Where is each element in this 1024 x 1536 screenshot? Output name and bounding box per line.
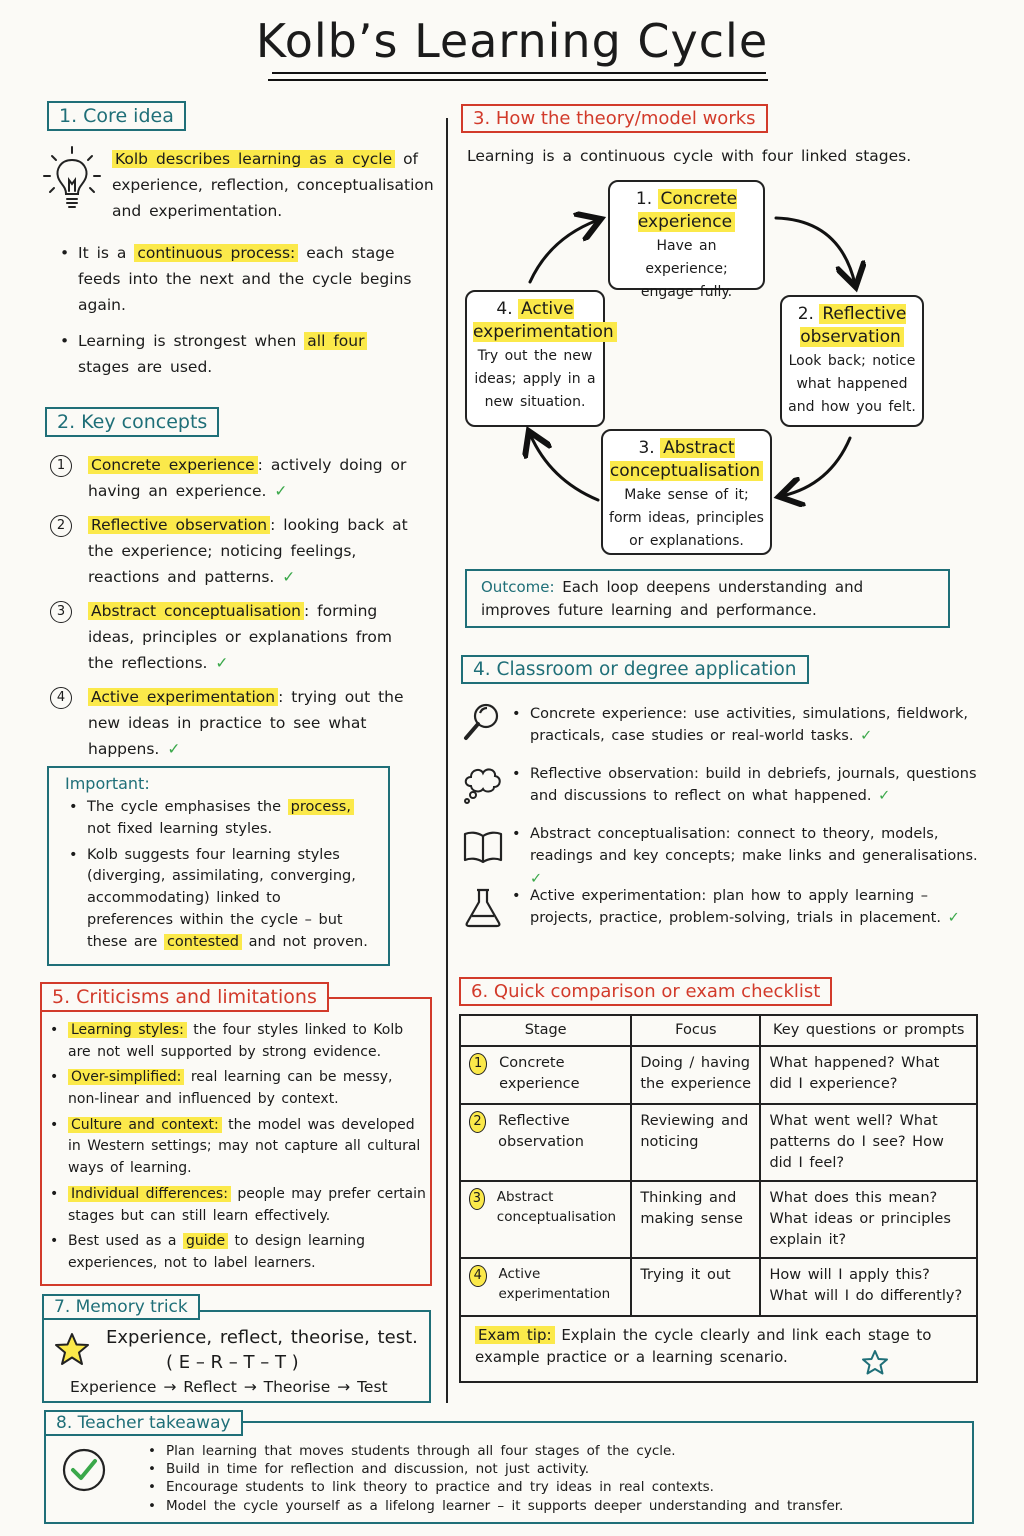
section-8-header: 8. Teacher takeaway bbox=[44, 1410, 243, 1436]
core-idea-highlight: Kolb describes learning as a cycle bbox=[112, 150, 395, 168]
application-item-1: • Concrete experience: use activities, simulations, fieldwork, practicals, case studies or real-world tasks. ✓ bbox=[508, 703, 988, 748]
exam-tip-text: Explain the cycle clearly and link each stage to example practice or a learning scenario. bbox=[475, 1326, 932, 1366]
core-idea-bullets bbox=[56, 240, 426, 380]
check-icon: ✓ bbox=[530, 870, 543, 887]
stage-number-badge: 1 bbox=[469, 1053, 487, 1075]
important-bullet-1: • The cycle emphasises the process, not fixed learning styles. bbox=[65, 797, 372, 841]
criticism-2: • Over-simplified: real learning can be messy, non-linear and influenced by context. bbox=[46, 1067, 426, 1110]
lightbulb-icon bbox=[42, 144, 102, 214]
exam-tip-label: Exam tip: bbox=[475, 1326, 555, 1344]
section-4-header: 4. Classroom or degree application bbox=[461, 655, 809, 684]
outcome-label: Outcome: bbox=[481, 578, 555, 596]
page-title: Kolb’s Learning Cycle bbox=[255, 14, 769, 68]
stage-number-badge: 3 bbox=[469, 1188, 485, 1210]
title-underline bbox=[272, 72, 766, 74]
application-item-2: • Reflective observation: build in debriefs, journals, questions and discussions to reflect on what happened. ✓ bbox=[508, 763, 988, 808]
key-concept-4: 4 Active experimentation : trying out the new ideas in practice to see what happens. ✓ bbox=[50, 684, 410, 762]
section-6-header: 6. Quick comparison or exam checklist bbox=[459, 977, 832, 1006]
takeaway-item: • Plan learning that moves students through all four stages of the cycle. bbox=[144, 1442, 964, 1460]
cycle-stage-1: 1. Concrete experience Have an experience; engage fully. bbox=[608, 180, 765, 290]
important-box bbox=[47, 766, 390, 966]
check-icon: ✓ bbox=[878, 788, 891, 805]
criticisms-list bbox=[46, 1020, 426, 1275]
flask-icon bbox=[462, 886, 504, 928]
takeaway-item: • Model the cycle yourself as a lifelong learner – it supports deeper understanding and transfer. bbox=[144, 1497, 964, 1515]
exam-tip-row bbox=[460, 1316, 977, 1382]
stage-number-badge: 2 bbox=[469, 1111, 486, 1133]
cycle-stage-2: 2. Reflective observation Look back; notice what happened and how you felt. bbox=[780, 295, 924, 427]
memory-line-1: Experience, reflect, theorise, test. bbox=[106, 1327, 418, 1348]
open-book-icon bbox=[462, 826, 504, 868]
cycle-stage-3: 3. Abstract conceptualisation Make sense of it; form ideas, principles or explanations. bbox=[601, 429, 772, 555]
table-row: 3 Abstract conceptualisation Thinking and making sense What does this mean? What ideas or principles explain it? bbox=[460, 1181, 977, 1258]
key-concept-2: 2 Reflective observation : looking back at the experience; noticing feelings, reactions and patterns. ✓ bbox=[50, 512, 410, 590]
stage-number-badge: 4 bbox=[469, 1265, 487, 1287]
memory-line-2: ( E – R – T – T ) bbox=[166, 1352, 299, 1373]
check-circle-icon bbox=[60, 1446, 108, 1494]
core-idea-bullet-1: • It is a continuous process: each stage feeds into the next and the cycle begins again. bbox=[56, 240, 426, 318]
stage-name: Concrete experience bbox=[637, 189, 738, 233]
comparison-table bbox=[459, 1014, 978, 1383]
memory-line-3: Experience → Reflect → Theorise → Test bbox=[70, 1378, 388, 1396]
arrow-2-to-3 bbox=[782, 438, 850, 496]
table-row: 1 Concrete experience Doing / having the experience What happened? What did I experience? bbox=[460, 1046, 977, 1104]
stage-name: Abstract conceptualisation bbox=[610, 438, 763, 481]
outcome-box bbox=[465, 569, 950, 628]
criticism-1: • Learning styles: the four styles linked to Kolb are not well supported by strong evidence. bbox=[46, 1020, 426, 1063]
magnifier-icon bbox=[462, 700, 504, 742]
outcome-text: Each loop deepens understanding and improves future learning and performance. bbox=[481, 578, 864, 619]
number-badge: 4 bbox=[50, 687, 72, 709]
core-idea-rest: of experience, reflection, conceptualisation and experimentation. bbox=[112, 150, 434, 221]
important-bullet-2: • Kolb suggests four learning styles (diverging, assimilating, converging, accommodating) linked to preferences within the cycle – but these are contested and not proven. bbox=[65, 845, 372, 954]
arrow-3-to-4 bbox=[530, 434, 598, 500]
section-2-header: 2. Key concepts bbox=[45, 407, 219, 437]
cycle-stage-4: 4. Active experimentation Try out the new ideas; apply in a new situation. bbox=[465, 290, 605, 427]
core-idea-intro bbox=[112, 146, 442, 224]
section-5-header: 5. Criticisms and limitations bbox=[40, 982, 329, 1012]
check-icon: ✓ bbox=[282, 568, 296, 587]
table-header-row bbox=[460, 1015, 977, 1046]
stage-desc: Look back; notice what happened and how you felt. bbox=[788, 352, 916, 416]
arrow-4-to-1 bbox=[530, 220, 598, 282]
check-icon: ✓ bbox=[860, 728, 873, 745]
title-underline-2 bbox=[268, 79, 768, 81]
stage-desc: Make sense of it; form ideas, principles or explanations. bbox=[609, 486, 764, 550]
stage-name: Reflective observation bbox=[800, 304, 907, 348]
application-item-4: • Active experimentation: plan how to apply learning – projects, practice, problem-solving, trials in placement. ✓ bbox=[508, 885, 988, 930]
star-icon bbox=[54, 1332, 90, 1366]
table-row: 4 Active experimentation Trying it out How will I apply this? What will I do differently? bbox=[460, 1258, 977, 1316]
application-item-3: • Abstract conceptualisation: connect to theory, models, readings and key concepts; make links and generalisations. ✓ bbox=[508, 823, 988, 890]
check-icon: ✓ bbox=[167, 740, 181, 759]
section-7-header: 7. Memory trick bbox=[42, 1294, 200, 1320]
check-icon: ✓ bbox=[274, 482, 288, 501]
check-icon: ✓ bbox=[215, 654, 229, 673]
important-label: Important: bbox=[65, 774, 150, 793]
thought-cloud-icon bbox=[461, 762, 503, 804]
star-outline-icon bbox=[861, 1349, 889, 1375]
criticism-5: • Best used as a guide to design learning experiences, not to label learners. bbox=[46, 1231, 426, 1274]
core-idea-bullet-2: • Learning is strongest when all four stages are used. bbox=[56, 328, 426, 380]
takeaway-item: • Encourage students to link theory to practice and try ideas in real contexts. bbox=[144, 1478, 964, 1496]
arrow-1-to-2 bbox=[776, 218, 855, 284]
stage-name: Active experimentation bbox=[473, 299, 617, 342]
cycle-intro: Learning is a continuous cycle with four linked stages. bbox=[467, 147, 912, 165]
section-3-header: 3. How the theory/model works bbox=[461, 104, 768, 133]
table-row: 2 Reflective observation Reviewing and noticing What went well? What patterns do I see? How did I feel? bbox=[460, 1104, 977, 1181]
cycle-arrows bbox=[440, 180, 960, 520]
takeaway-item: • Build in time for reflection and discussion, not just activity. bbox=[144, 1460, 964, 1478]
section-1-header: 1. Core idea bbox=[47, 101, 186, 131]
key-concept-1: 1 Concrete experience : actively doing or having an experience. ✓ bbox=[50, 452, 410, 504]
key-concept-3: 3 Abstract conceptualisation : forming ideas, principles or explanations from the reflections. ✓ bbox=[50, 598, 410, 676]
check-icon: ✓ bbox=[947, 910, 960, 927]
number-badge: 3 bbox=[50, 601, 72, 623]
stage-desc: Have an experience; engage fully. bbox=[640, 237, 733, 301]
column-header: Key questions or prompts bbox=[760, 1015, 977, 1046]
number-badge: 1 bbox=[50, 455, 72, 477]
takeaway-list bbox=[144, 1442, 964, 1515]
column-header: Focus bbox=[631, 1015, 760, 1046]
criticism-4: • Individual differences: people may prefer certain stages but can still learn effectively. bbox=[46, 1184, 426, 1227]
stage-desc: Try out the new ideas; apply in a new situation. bbox=[474, 347, 596, 411]
column-header: Stage bbox=[460, 1015, 631, 1046]
number-badge: 2 bbox=[50, 515, 72, 537]
criticism-3: • Culture and context: the model was developed in Western settings; may not capture all cultural ways of learning. bbox=[46, 1115, 426, 1180]
